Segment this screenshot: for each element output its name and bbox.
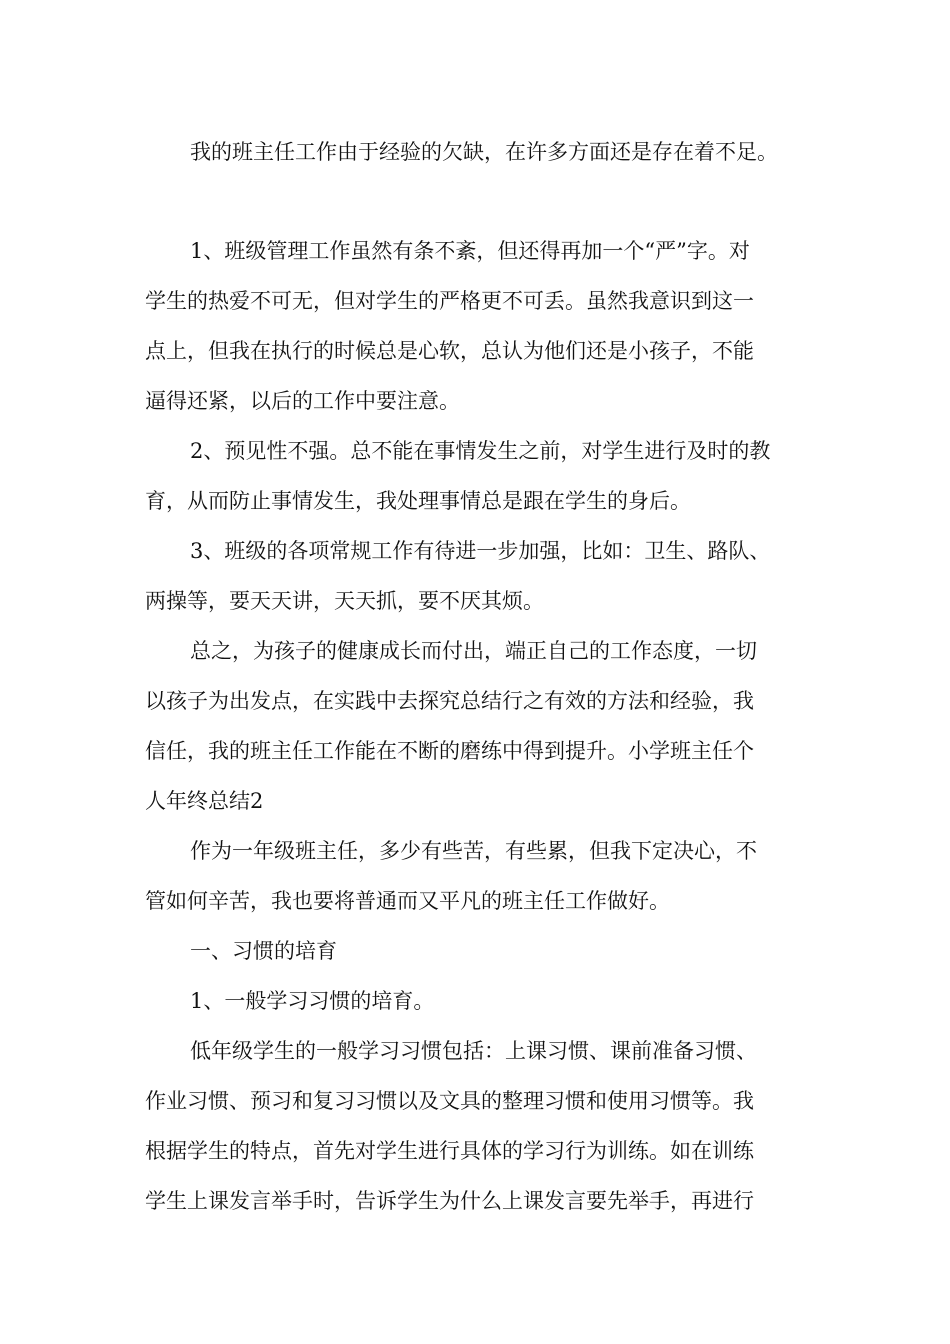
- text-line: 作业习惯、预习和复习习惯以及文具的整理习惯和使用习惯等。我: [145, 1089, 754, 1113]
- text-line: 学生上课发言举手时，告诉学生为什么上课发言要先举手，再进行: [145, 1189, 754, 1213]
- text-line: 低年级学生的一般学习习惯包括：上课习惯、课前准备习惯、: [190, 1039, 757, 1063]
- text-line: 信任，我的班主任工作能在不断的磨练中得到提升。小学班主任个: [145, 739, 754, 763]
- text-line: 人年终总结2: [145, 789, 264, 813]
- text-line: 3、班级的各项常规工作有待进一步加强，比如：卫生、路队、: [190, 539, 771, 563]
- text-line: 点上，但我在执行的时候总是心软，总认为他们还是小孩子，不能: [145, 339, 754, 363]
- text-line: 总之，为孩子的健康成长而付出，端正自己的工作态度，一切: [190, 639, 757, 663]
- text-line: 管如何辛苦，我也要将普通而又平凡的班主任工作做好。: [145, 889, 670, 913]
- text-line: 逼得还紧，以后的工作中要注意。: [145, 389, 460, 413]
- text-line: 作为一年级班主任，多少有些苦，有些累，但我下定决心，不: [190, 839, 757, 863]
- text-line: 2、预见性不强。总不能在事情发生之前，对学生进行及时的教: [190, 439, 771, 463]
- text-line: 根据学生的特点，首先对学生进行具体的学习行为训练。如在训练: [145, 1139, 754, 1163]
- text-line: 1、班级管理工作虽然有条不紊，但还得再加一个“严”字。对: [190, 239, 750, 263]
- subsection-heading: 1、一般学习习惯的培育。: [190, 989, 435, 1013]
- text-line: 我的班主任工作由于经验的欠缺，在许多方面还是存在着不足。: [190, 140, 778, 164]
- text-line: 育，从而防止事情发生，我处理事情总是跟在学生的身后。: [145, 489, 691, 513]
- text-line: 以孩子为出发点，在实践中去探究总结行之有效的方法和经验，我: [145, 689, 754, 713]
- text-line: 学生的热爱不可无，但对学生的严格更不可丢。虽然我意识到这一: [145, 289, 754, 313]
- text-line: 两操等，要天天讲，天天抓，要不厌其烦。: [145, 589, 544, 613]
- section-heading: 一、习惯的培育: [190, 939, 337, 963]
